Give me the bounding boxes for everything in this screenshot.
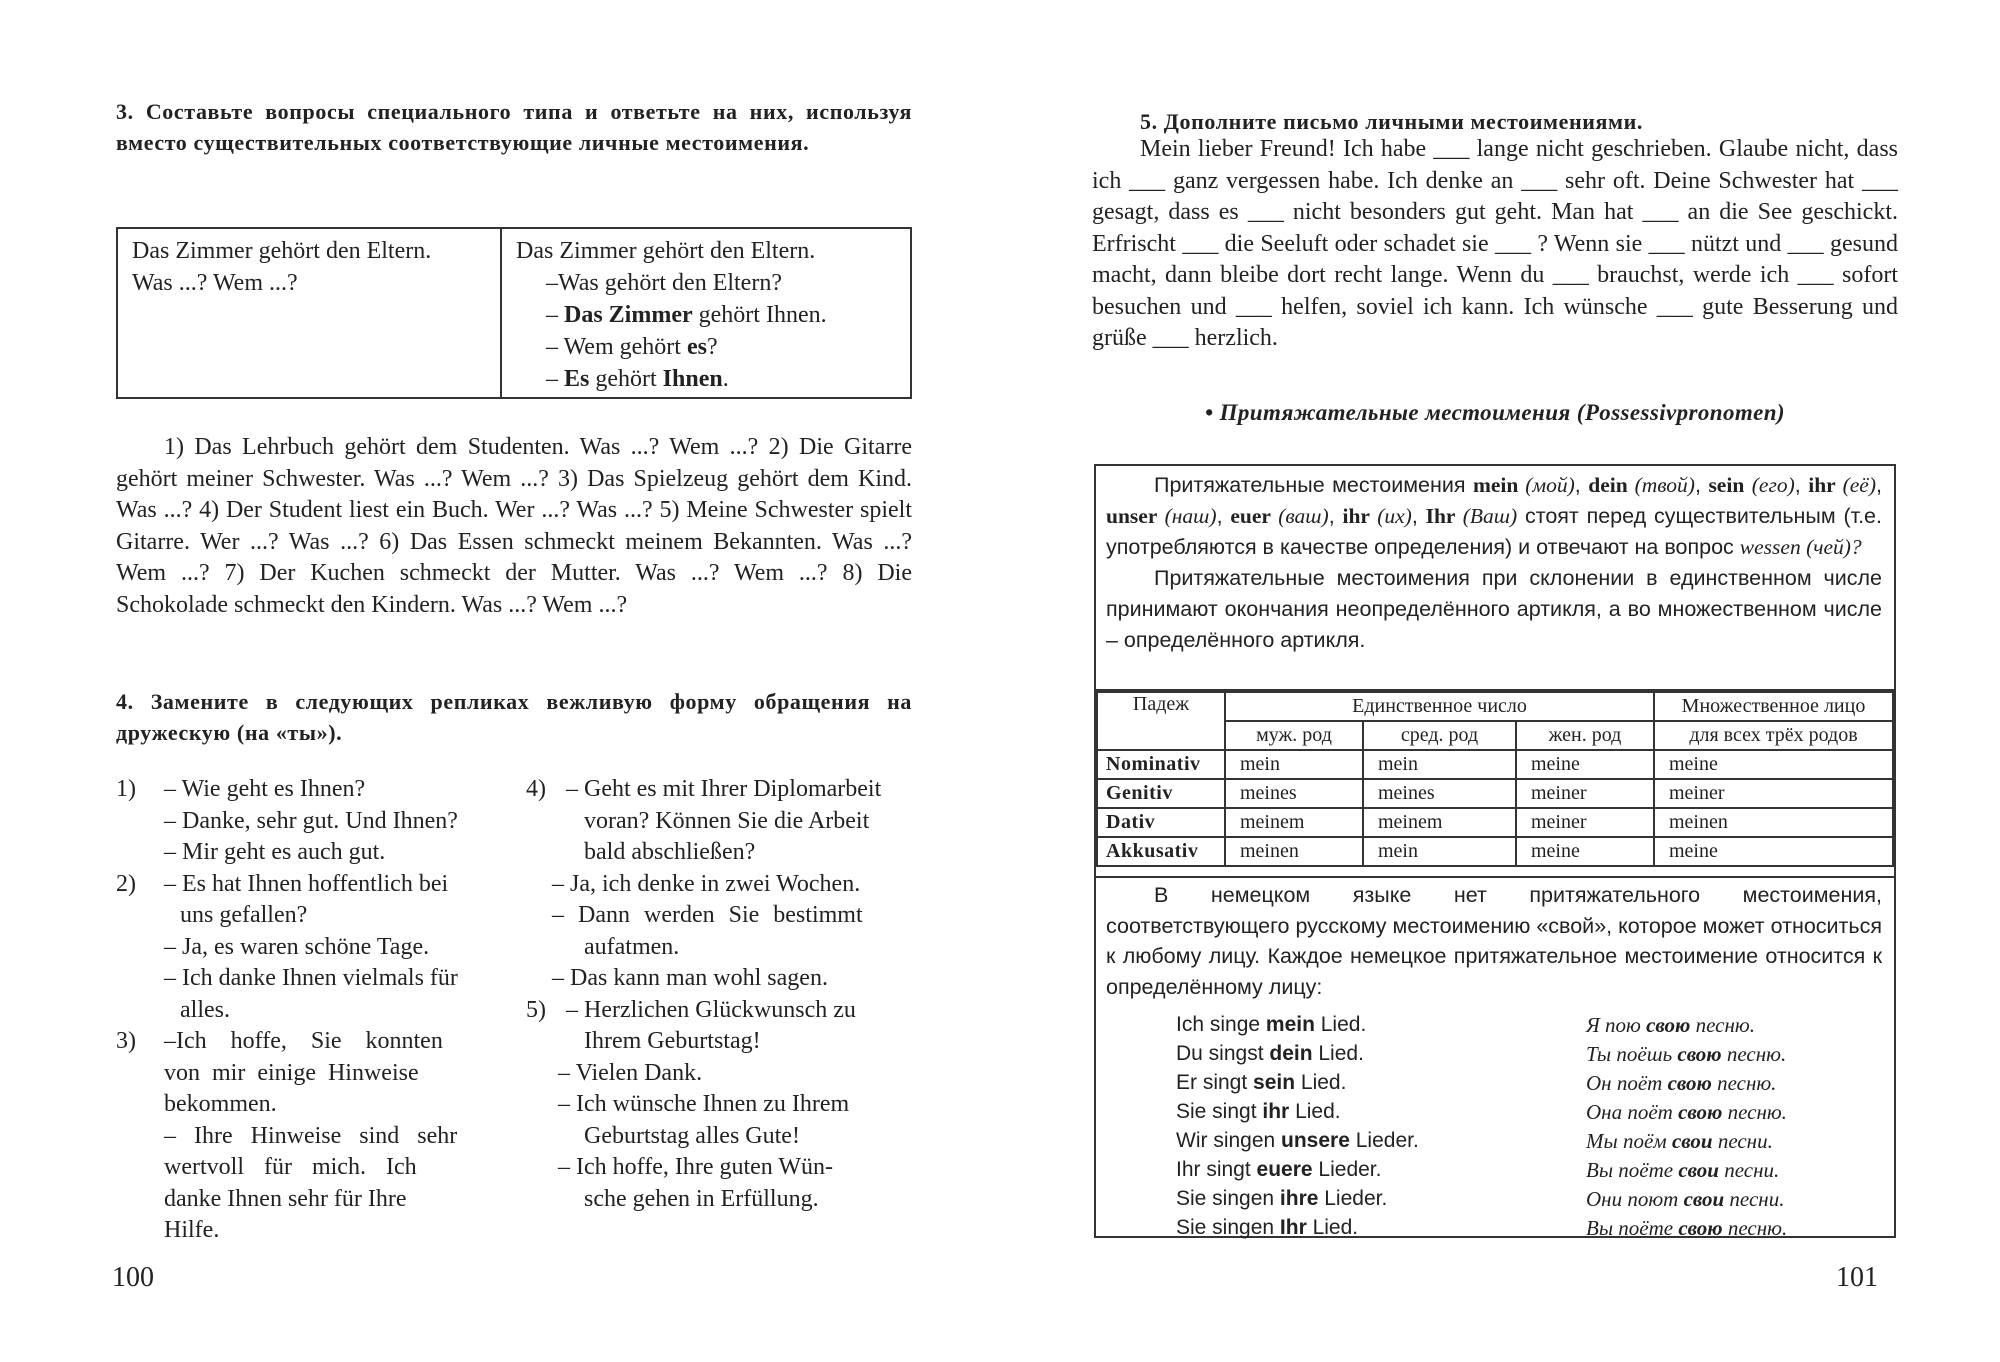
example-sentence: Das Zimmer gehört den Eltern. <box>132 238 432 264</box>
german-example: Er singt sein Lied. <box>1176 1071 1347 1094</box>
german-example: Sie singt ihr Lied. <box>1176 1100 1341 1123</box>
page-number: 100 <box>112 1262 154 1293</box>
german-example: Du singst dein Lied. <box>1176 1042 1364 1065</box>
dialogue-line: – Es hat Ihnen hoffentlich bei <box>164 870 449 897</box>
dialogue-line: Hilfe. <box>164 1217 220 1243</box>
russian-translation: Он поёт свою песню. <box>1586 1071 1777 1095</box>
dialogue-line: bald abschließen? <box>584 839 756 865</box>
form-cell: meinen <box>1654 808 1893 837</box>
form-cell: meine <box>1654 750 1893 779</box>
russian-translation: Ты поёшь свою песню. <box>1586 1042 1787 1066</box>
page-number: 101 <box>1836 1262 1878 1293</box>
exercise-4-heading: 4. Замените в следующих репликах вежливую форму обращения на дружескую (на «ты»). <box>116 689 912 745</box>
dialogue-line: – Das kann man wohl sagen. <box>552 965 828 991</box>
rule-paragraph-2: Притяжательные местоимения при склонении в единственном числе принимают окончания неопределённого артикля, а во множественном числе – определённого артикля. <box>1106 566 1882 652</box>
dialogue-line: sche gehen in Erfüllung. <box>584 1185 819 1212</box>
header-singular: Единственное число <box>1225 692 1654 721</box>
dialogue-line: – Vielen Dank. <box>558 1059 703 1086</box>
table-header-row <box>1097 692 1893 721</box>
dialogue-line: uns gefallen? <box>180 902 308 928</box>
grammar-box <box>1094 464 1896 1238</box>
example-sentences <box>1176 1010 1876 1242</box>
dialogue-line: – Dann werden Sie bestimmt <box>552 902 863 928</box>
dialogue-number: 2) <box>116 870 136 897</box>
header-masculine: муж. род <box>1225 721 1363 750</box>
example-row <box>1176 1184 1876 1213</box>
example-box-answer <box>502 229 910 397</box>
form-cell: meiner <box>1516 808 1654 837</box>
form-cell: meiner <box>1654 779 1893 808</box>
dialogue-line: bekommen. <box>164 1091 277 1117</box>
form-cell: meinem <box>1225 808 1363 837</box>
dialogue-3 <box>116 1026 496 1058</box>
russian-translation: Вы поёте свои песни. <box>1586 1158 1780 1182</box>
russian-translation: Она поёт свою песню. <box>1586 1100 1787 1124</box>
dialogue-line: – Geht es mit Ihrer Diplomarbeit <box>566 776 882 802</box>
example-row <box>1176 1213 1876 1242</box>
dialogue-column-left <box>116 774 496 1247</box>
form-cell: meines <box>1363 779 1516 808</box>
rule-paragraph-1: Притяжательные местоимения mein (мой), dein (твой), sein (его), ihr (её), unser (наш), euer (ваш), ihr (их), Ihr (Ваш) стоят перед существительным (т.е. употребляются в качестве определения) и отвечают на вопрос wessen (чей)? <box>1106 473 1882 559</box>
dialogue-line: aufatmen. <box>584 933 680 960</box>
form-cell: meiner <box>1516 779 1654 808</box>
form-cell: meine <box>1654 837 1893 866</box>
case-name-cell: Genitiv <box>1097 779 1225 808</box>
grammar-rule-2 <box>1096 876 1894 1238</box>
right-page <box>1000 0 2000 1362</box>
dialogue-line: voran? Können Sie die Arbeit <box>584 807 870 834</box>
dialogue-line: von mir einige Hinweise <box>164 1059 419 1086</box>
answer-line: – Das Zimmer gehört Ihnen. <box>546 302 827 328</box>
table-row <box>1097 779 1893 808</box>
table-row <box>1097 808 1893 837</box>
header-neuter: сред. род <box>1363 721 1516 750</box>
russian-translation: Я пою свою песню. <box>1586 1013 1755 1037</box>
example-prompt: Was ...? Wem ...? <box>132 270 298 296</box>
dialogue-line: Geburtstag alles Gute! <box>584 1122 800 1149</box>
russian-translation: Они поют свои песни. <box>1586 1187 1785 1211</box>
example-row <box>1176 1010 1876 1039</box>
form-cell: mein <box>1225 750 1363 779</box>
dialogue-1 <box>116 774 496 806</box>
table-body <box>1097 750 1893 866</box>
answer-line: –Was gehört den Eltern? <box>546 270 782 296</box>
example-row <box>1176 1155 1876 1184</box>
dialogue-number: 1) <box>116 776 136 802</box>
russian-translation: Вы поёте свою песню. <box>1586 1216 1788 1240</box>
german-example: Sie singen Ihr Lied. <box>1176 1216 1359 1239</box>
dialogue-line: alles. <box>180 996 230 1023</box>
header-case: Падеж <box>1097 692 1225 750</box>
russian-translation: Мы поём свои песни. <box>1586 1129 1773 1153</box>
dialogue-number: 3) <box>116 1028 136 1054</box>
form-cell: mein <box>1363 750 1516 779</box>
example-box <box>116 227 912 399</box>
table-row <box>1097 837 1893 866</box>
german-example: Wir singen unsere Lieder. <box>1176 1129 1419 1152</box>
dialogue-2 <box>116 869 496 901</box>
dialogue-line: – Ich hoffe, Ihre guten Wün- <box>558 1154 834 1180</box>
rule-paragraph-3: В немецком языке нет притяжательного местоимения, соответствующего русскому местоимению «свой», которое может относиться к любому лицу. Каждое немецкое притяжательное местоимение относится к определённому лицу: <box>1106 883 1882 999</box>
dialogue-line: – Ja, ich denke in zwei Wochen. <box>552 870 861 897</box>
dialogue-line: – Ich wünsche Ihnen zu Ihrem <box>558 1091 850 1117</box>
dialogue-column-right <box>526 774 926 1215</box>
exercise-3-tasks: 1) Das Lehrbuch gehört dem Studenten. Was ...? Wem ...? 2) Die Gitarre gehört meiner Schwester. Was ...? Wem ...? 3) Das Spielzeug gehört dem Kind. Was ...? 4) Der Student liest ein Buch. Wer ...? Was ...? 5) Meine Schwester spielt Gitarre. Wer ...? Was ...? 6) Das Essen schmeckt meinem Bekannten. Was ...? Wem ...? 7) Der Kuchen schmeckt der Mutter. Was ...? Wem ...? 8) Die Schokolade schmeckt den Kindern. Was ...? Wem ...? <box>116 434 912 618</box>
form-cell: meine <box>1516 750 1654 779</box>
form-cell: meinem <box>1363 808 1516 837</box>
dialogue-line: – Danke, sehr gut. Und Ihnen? <box>164 807 458 834</box>
section-title: • Притяжательные местоимения (Possessivpronomen) <box>1204 400 1785 425</box>
case-name-cell: Dativ <box>1097 808 1225 837</box>
example-row <box>1176 1126 1876 1155</box>
form-cell: meine <box>1516 837 1654 866</box>
dialogue-line: – Herzlichen Glückwunsch zu <box>566 996 856 1023</box>
dialogue-number: 4) <box>526 776 546 802</box>
dialogue-line: – Wie geht es Ihnen? <box>164 776 366 802</box>
answer-line: Das Zimmer gehört den Eltern. <box>516 238 816 264</box>
header-plural: Множественное лицо <box>1654 692 1893 721</box>
exercise-3-heading: 3. Составьте вопросы специального типа и ответьте на них, используя вместо существительных соответствующие личные местоимения. <box>116 99 912 155</box>
form-cell: mein <box>1363 837 1516 866</box>
form-cell: meinen <box>1225 837 1363 866</box>
form-cell: meines <box>1225 779 1363 808</box>
german-example: Sie singen ihre Lieder. <box>1176 1187 1388 1210</box>
dialogue-number: 5) <box>526 996 546 1023</box>
example-row <box>1176 1097 1876 1126</box>
dialogue-line: – Ihre Hinweise sind sehr <box>164 1122 458 1149</box>
dialogue-line: – Ja, es waren schöne Tage. <box>164 933 430 960</box>
dialogue-line: wertvoll für mich. Ich <box>164 1154 417 1180</box>
example-row <box>1176 1039 1876 1068</box>
header-feminine: жен. род <box>1516 721 1654 750</box>
dialogue-5 <box>526 995 926 1027</box>
example-row <box>1176 1068 1876 1097</box>
exercise-5-letter: Mein lieber Freund! Ich habe ___ lange nicht geschrieben. Glaube nicht, dass ich ___ ganz vergessen habe. Ich denke an ___ sehr oft. Deine Schwester hat ___ gesagt, dass es ___ nicht besonders gut geht. Man hat ___ an die See geschickt. Erfrischt ___ die Seeluft oder schadet sie ___ ? Wenn sie ___ nützt und ___ gesund macht, dann bleibe dort recht lange. Wenn du ___ brauchst, werde ich ___ sofort besuchen und ___ helfen, soviel ich kann. Ich wünsche ___ gute Besserung und grüße ___ herzlich. <box>1092 136 1898 351</box>
dialogue-line: Ihrem Geburtstag! <box>584 1028 761 1054</box>
table-row <box>1097 750 1893 779</box>
dialogue-4 <box>526 774 926 806</box>
german-example: Ihr singt euere Lieder. <box>1176 1158 1382 1181</box>
dialogue-line: –Ich hoffe, Sie konnten <box>164 1028 443 1054</box>
dialogue-line: danke Ihnen sehr für Ihre <box>164 1185 407 1212</box>
case-name-cell: Akkusativ <box>1097 837 1225 866</box>
answer-line: – Es gehört Ihnen. <box>546 366 729 392</box>
grammar-rule-1 <box>1096 466 1894 691</box>
case-name-cell: Nominativ <box>1097 750 1225 779</box>
declension-table <box>1096 691 1894 867</box>
header-all-genders: для всех трёх родов <box>1654 721 1893 750</box>
dialogue-line: – Ich danke Ihnen vielmals für <box>164 965 458 991</box>
example-box-question <box>118 229 502 397</box>
exercise-5-heading: 5. Дополните письмо личными местоимениями. <box>1140 109 1644 134</box>
answer-line: – Wem gehört es? <box>546 334 718 360</box>
dialogue-line: – Mir geht es auch gut. <box>164 839 386 865</box>
german-example: Ich singe mein Lied. <box>1176 1013 1367 1036</box>
